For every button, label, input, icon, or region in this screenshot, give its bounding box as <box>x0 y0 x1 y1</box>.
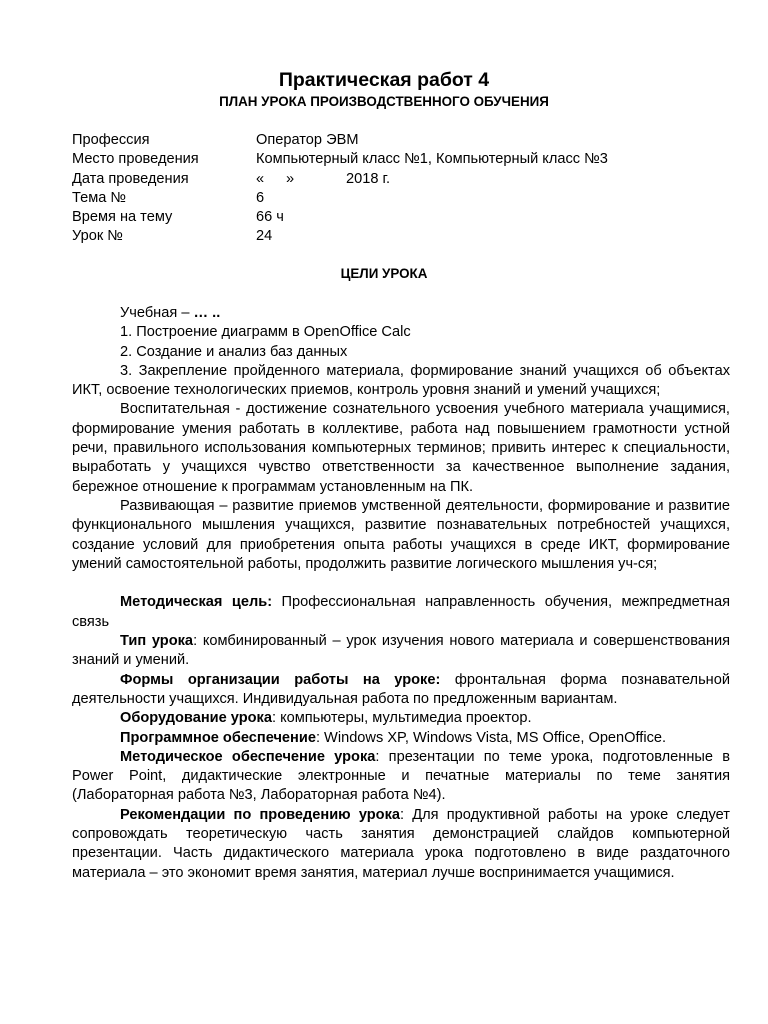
document-title: Практическая работ 4 <box>278 69 490 91</box>
topic-label: Тема № <box>72 189 127 206</box>
methodical-support <box>72 748 730 806</box>
educational-goal-ellipsis: … .. <box>189 305 221 321</box>
info-row-time <box>72 208 692 227</box>
paragraph-gap <box>72 574 730 593</box>
lesson-label: Урок № <box>72 228 123 245</box>
developing-goal: Развивающая – развитие приемов умственной деятельности, формирование и развитие функционального мышления учащихся, развитие познавательных потребностей учащихся, создание условий для приобретения опыта работы учащихся в среде ИКТ, формирование умений самостоятельной работы, продолжить развитие логического мышления уч-ся; <box>72 497 730 572</box>
methodical-goal-label: Методическая цель: <box>120 594 273 611</box>
place-value: Компьютерный класс №1, Компьютерный класс №3 <box>256 151 608 168</box>
lesson-type-text: : комбинированный – урок изучения нового материала и совершенствования знаний и умений. <box>72 633 731 669</box>
document-subtitle: ПЛАН УРОКА ПРОИЗВОДСТВЕННОГО ОБУЧЕНИЯ <box>219 94 549 109</box>
goal-item-2: 2. Создание и анализ баз данных <box>120 343 348 360</box>
software <box>72 729 730 748</box>
educational-goal <box>72 304 730 323</box>
info-row-date <box>72 170 692 189</box>
date-label: Дата проведения <box>72 170 189 187</box>
place-label: Место проведения <box>72 151 199 168</box>
equipment <box>72 709 730 728</box>
goal-item-1: 1. Построение диаграмм в OpenOffice Calc <box>120 324 411 341</box>
work-forms-label: Формы организации работы на уроке: <box>120 671 441 688</box>
info-row-place <box>72 150 692 169</box>
document-body <box>72 304 730 883</box>
date-year: 2018 г. <box>346 170 391 187</box>
date-close-quote: » <box>286 170 295 187</box>
upbringing-goal: Воспитательная - достижение сознательного усвоения учебного материала учащимися, формирование умения работать в коллективе, работа над повышением грамотности устной речи, правильного использования компьютерных терминов; привить интерес к специальности, выработать у учащихся чувство ответственности за качественное выполнение задания, бережное отношение к программам установленным на ПК. <box>72 401 730 495</box>
equipment-text: : компьютеры, мультимедиа проектор. <box>271 710 532 727</box>
recommendations-text: : Для продуктивной работы на уроке следует сопровождать теоретическую часть занятия демонстрацией слайдов компьютерной презентации. Часть дидактического материала урока подготовлено в виде раздаточного материала – это экономит время занятия, материал лучше воспринимается учащимися. <box>72 806 730 881</box>
equipment-label: Оборудование урока <box>120 710 272 727</box>
profession-label: Профессия <box>72 132 150 148</box>
info-row-topic <box>72 189 692 208</box>
profession-value: Оператор ЭВМ <box>256 132 359 148</box>
educational-goal-label: Учебная – <box>120 305 190 321</box>
goal-item-3: 3. Закрепление пройденного материала, формирование знаний учащихся об объектах ИКТ, освоение технологических приемов, контроль уровня знаний и умений учащихся; <box>72 362 730 399</box>
time-label: Время на тему <box>72 209 173 226</box>
software-text: : Windows XP, Windows Vista, MS Office, OpenOffice. <box>315 729 667 746</box>
recommendations-label: Рекомендации по проведению урока <box>120 806 401 823</box>
lesson-type-label: Тип урока <box>120 633 194 650</box>
goals-heading: ЦЕЛИ УРОКА <box>340 266 428 281</box>
lesson-value: 24 <box>256 228 273 245</box>
work-forms-text: фронтальная форма познавательной деятельности учащихся. Индивидуальная работа по предложенным вариантам. <box>72 671 730 707</box>
methodical-goal <box>72 593 730 632</box>
lesson-type <box>72 632 730 671</box>
time-value: 66 ч <box>256 209 284 226</box>
software-label: Программное обеспечение <box>120 729 316 746</box>
methodical-goal-text: Профессиональная направленность обучения, межпредметная связь <box>72 594 731 630</box>
lesson-info-table <box>72 131 692 247</box>
methodical-support-label: Методическое обеспечение урока <box>120 748 376 765</box>
methodical-support-text: : презентации по теме урока, подготовленные в Power Point, дидактические электронные и печатные материалы по теме занятия (Лабораторная работа №3, Лабораторная работа №4). <box>72 748 731 804</box>
work-forms <box>72 671 730 710</box>
info-row-profession <box>72 131 692 150</box>
recommendations <box>72 806 730 883</box>
info-row-lesson <box>72 227 692 246</box>
topic-value: 6 <box>256 189 265 206</box>
date-open-quote: « <box>256 170 265 187</box>
